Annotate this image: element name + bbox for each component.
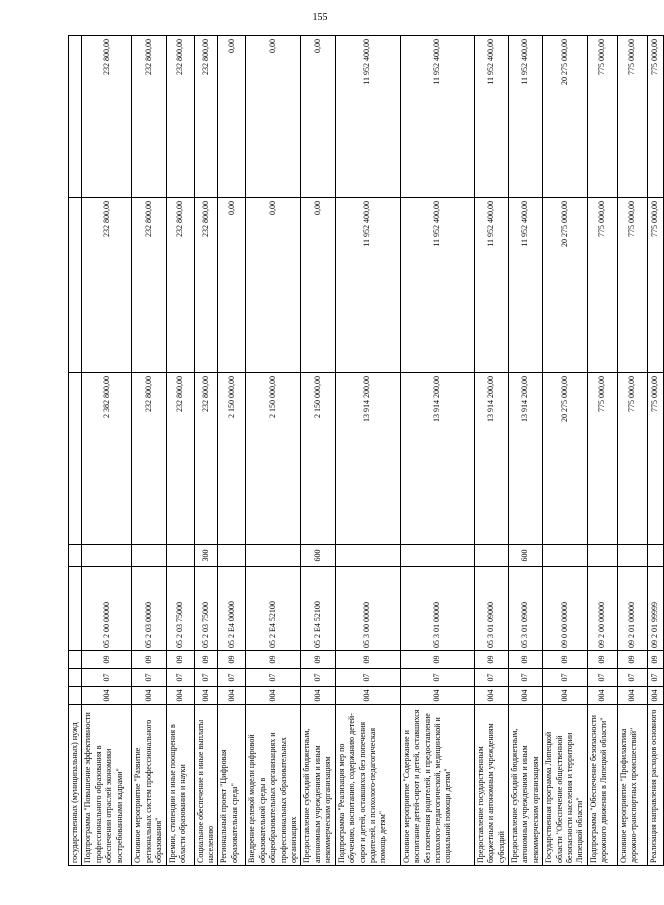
target-article: 05 2 00 00000	[82, 567, 132, 651]
amount-2021: 775 000,00	[647, 36, 663, 198]
amount-2019: 232 800,00	[132, 373, 166, 545]
amount-2019: 13 914 200,00	[400, 373, 474, 545]
expense-type	[543, 545, 588, 567]
admin-code: 004	[166, 687, 194, 705]
amount-2020: 775 000,00	[647, 198, 663, 373]
amount-2020: 11 952 400,00	[474, 198, 508, 373]
amount-2020: 232 800,00	[132, 198, 166, 373]
subsection-code: 09	[587, 651, 617, 669]
subsection-code	[69, 651, 82, 669]
amount-2021: 775 000,00	[587, 36, 617, 198]
table-row	[617, 36, 647, 866]
section-code: 07	[82, 669, 132, 687]
table-row	[587, 36, 617, 866]
amount-2020: 11 952 400,00	[335, 198, 400, 373]
expense-type	[335, 545, 400, 567]
section-code: 07	[617, 669, 647, 687]
amount-2021: 232 800,00	[194, 36, 218, 198]
table-row	[543, 36, 588, 866]
expense-type: 600	[301, 545, 335, 567]
admin-code: 004	[617, 687, 647, 705]
row-name: Подпрограмма "Повышение эффективности профессионального образования в обеспечении отраслей экономики востребованными кадрами"	[82, 705, 132, 866]
amount-2021: 11 952 400,00	[400, 36, 474, 198]
expense-type	[587, 545, 617, 567]
subsection-code: 09	[647, 651, 663, 669]
admin-code: 004	[647, 687, 663, 705]
section-code: 07	[132, 669, 166, 687]
section-code: 07	[474, 669, 508, 687]
expense-type	[69, 545, 82, 567]
table-row	[246, 36, 301, 866]
admin-code: 004	[335, 687, 400, 705]
amount-2020: 0,00	[246, 198, 301, 373]
row-name: государственных (муниципальных) нужд	[69, 705, 82, 866]
subsection-code: 09	[301, 651, 335, 669]
target-article: 05 2 03 00000	[132, 567, 166, 651]
amount-2020: 232 800,00	[82, 198, 132, 373]
subsection-code: 09	[194, 651, 218, 669]
section-code: 07	[335, 669, 400, 687]
amount-2019: 2 150 000,00	[301, 373, 335, 545]
amount-2019: 2 150 000,00	[218, 373, 246, 545]
amount-2021: 775 000,00	[617, 36, 647, 198]
amount-2021: 11 952 400,00	[335, 36, 400, 198]
target-article: 09 2 00 00000	[587, 567, 617, 651]
expense-type	[474, 545, 508, 567]
target-article: 05 2 Е4 00000	[218, 567, 246, 651]
table-row	[69, 36, 82, 866]
row-name: Предоставление субсидий бюджетным, автономным учреждениям и иным некоммерческим организациям	[301, 705, 335, 866]
amount-2020: 11 952 400,00	[508, 198, 542, 373]
admin-code: 004	[132, 687, 166, 705]
row-name: Основное мероприятие "Содержание и воспитание детей-сирот и детей, оставшихся без попечения родителей, и предоставление психолого-педагогической, медицинской и социальной помощи детям"	[400, 705, 474, 866]
amount-2020	[69, 198, 82, 373]
amount-2020: 20 275 000,00	[543, 198, 588, 373]
expense-type: 300	[194, 545, 218, 567]
admin-code: 004	[82, 687, 132, 705]
target-article: 09 2 01 00000	[617, 567, 647, 651]
expense-type	[218, 545, 246, 567]
rotated-page-content	[68, 36, 660, 866]
subsection-code: 09	[335, 651, 400, 669]
admin-code: 004	[301, 687, 335, 705]
row-name: Подпрограмма "Реализация мер по обучению, воспитанию, содержанию детей-сирот и детей, оставшихся без попечения родителей, и психолого-педагогическая помощь детям"	[335, 705, 400, 866]
section-code: 07	[400, 669, 474, 687]
admin-code: 004	[218, 687, 246, 705]
row-name: Внедрение целевой модели цифровой образовательной среды в общеобразовательных организациях и профессиональных образовательных организациях	[246, 705, 301, 866]
target-article	[69, 567, 82, 651]
target-article: 05 3 01 00000	[400, 567, 474, 651]
amount-2019: 2 382 800,00	[82, 373, 132, 545]
table-row	[166, 36, 194, 866]
expense-type	[132, 545, 166, 567]
admin-code: 004	[543, 687, 588, 705]
amount-2020: 775 000,00	[617, 198, 647, 373]
amount-2019: 775 000,00	[587, 373, 617, 545]
row-name: Реализация направления расходов основного	[647, 705, 663, 866]
section-code: 07	[194, 669, 218, 687]
expense-type	[617, 545, 647, 567]
amount-2021: 0,00	[218, 36, 246, 198]
expense-type	[246, 545, 301, 567]
subsection-code: 09	[82, 651, 132, 669]
section-code: 07	[301, 669, 335, 687]
amount-2019: 775 000,00	[617, 373, 647, 545]
row-name: Основное мероприятие "Профилактика дорожно-транспортных происшествий"	[617, 705, 647, 866]
target-article: 05 3 00 00000	[335, 567, 400, 651]
subsection-code: 09	[508, 651, 542, 669]
amount-2019	[69, 373, 82, 545]
expense-type	[82, 545, 132, 567]
table-row	[132, 36, 166, 866]
section-code: 07	[218, 669, 246, 687]
amount-2021: 232 800,00	[166, 36, 194, 198]
admin-code: 004	[194, 687, 218, 705]
amount-2019: 13 914 200,00	[508, 373, 542, 545]
row-name: Премии, стипендии и иные поощрения в области образования и науки	[166, 705, 194, 866]
amount-2021: 20 275 000,00	[543, 36, 588, 198]
subsection-code: 09	[400, 651, 474, 669]
table-row	[335, 36, 400, 866]
admin-code: 004	[474, 687, 508, 705]
target-article: 09 0 00 00000	[543, 567, 588, 651]
row-name: Региональный проект "Цифровая образовательная среда"	[218, 705, 246, 866]
target-article: 05 2 03 75000	[194, 567, 218, 651]
subsection-code: 09	[617, 651, 647, 669]
amount-2021: 0,00	[246, 36, 301, 198]
row-name: Государственная программа Липецкой области "Обеспечение общественной безопасности населения и территории Липецкой области"	[543, 705, 588, 866]
row-name: Предоставление государственным бюджетным и автономным учреждениям субсидий	[474, 705, 508, 866]
admin-code: 004	[400, 687, 474, 705]
amount-2020: 232 800,00	[194, 198, 218, 373]
amount-2019: 232 800,00	[194, 373, 218, 545]
subsection-code: 09	[166, 651, 194, 669]
row-name: Социальное обеспечение и иные выплаты населению	[194, 705, 218, 866]
amount-2021: 11 952 400,00	[474, 36, 508, 198]
target-article: 05 3 01 09000	[474, 567, 508, 651]
target-article: 05 2 03 75000	[166, 567, 194, 651]
table-row	[218, 36, 246, 866]
expense-type: 600	[508, 545, 542, 567]
amount-2019: 13 914 200,00	[335, 373, 400, 545]
amount-2019: 20 275 000,00	[543, 373, 588, 545]
section-code: 07	[246, 669, 301, 687]
budget-table	[68, 35, 664, 866]
table-row	[400, 36, 474, 866]
table-row	[194, 36, 218, 866]
amount-2019: 775 000,00	[647, 373, 663, 545]
amount-2020: 232 800,00	[166, 198, 194, 373]
amount-2020: 775 000,00	[587, 198, 617, 373]
subsection-code: 09	[474, 651, 508, 669]
section-code: 07	[587, 669, 617, 687]
expense-type	[647, 545, 663, 567]
subsection-code: 09	[218, 651, 246, 669]
target-article: 05 2 Е4 52100	[246, 567, 301, 651]
subsection-code: 09	[543, 651, 588, 669]
amount-2020: 0,00	[301, 198, 335, 373]
row-name: Подпрограмма "Обеспечение безопасности дорожного движения в Липецкой области"	[587, 705, 617, 866]
amount-2021: 0,00	[301, 36, 335, 198]
amount-2021: 11 952 400,00	[508, 36, 542, 198]
subsection-code: 09	[132, 651, 166, 669]
subsection-code: 09	[246, 651, 301, 669]
target-article: 05 2 Е4 52100	[301, 567, 335, 651]
row-name: Основное мероприятие "Развитие региональных систем профессионального образования"	[132, 705, 166, 866]
amount-2021: 232 800,00	[132, 36, 166, 198]
target-article: 09 2 01 99999	[647, 567, 663, 651]
page-number: 155	[312, 12, 328, 23]
section-code: 07	[543, 669, 588, 687]
admin-code: 004	[508, 687, 542, 705]
target-article: 05 3 01 09000	[508, 567, 542, 651]
row-name: Предоставление субсидий бюджетным, автономным учреждениям и иным некоммерческим организациям	[508, 705, 542, 866]
amount-2021	[69, 36, 82, 198]
section-code: 07	[508, 669, 542, 687]
amount-2019: 2 150 000,00	[246, 373, 301, 545]
section-code: 07	[647, 669, 663, 687]
amount-2020: 0,00	[218, 198, 246, 373]
expense-type	[400, 545, 474, 567]
expense-type	[166, 545, 194, 567]
admin-code	[69, 687, 82, 705]
table-row	[474, 36, 508, 866]
table-row	[508, 36, 542, 866]
amount-2019: 232 800,00	[166, 373, 194, 545]
table-row	[647, 36, 663, 866]
table-row	[82, 36, 132, 866]
admin-code: 004	[587, 687, 617, 705]
amount-2021: 232 800,00	[82, 36, 132, 198]
admin-code: 004	[246, 687, 301, 705]
section-code	[69, 669, 82, 687]
amount-2019: 13 914 200,00	[474, 373, 508, 545]
table-row	[301, 36, 335, 866]
section-code: 07	[166, 669, 194, 687]
amount-2020: 11 952 400,00	[400, 198, 474, 373]
